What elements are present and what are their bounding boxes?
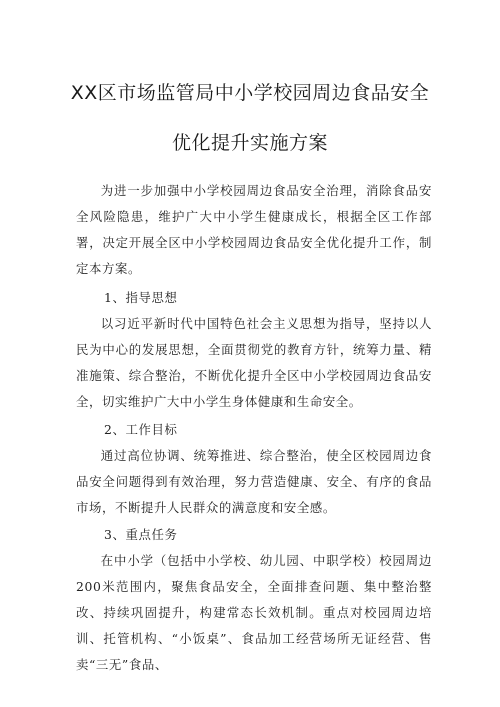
- section-heading-guiding-ideology: 1、指导思想: [104, 290, 178, 305]
- document-title-line-2: 优化提升实施方案: [171, 132, 328, 154]
- section-body-guiding-ideology: 以习近平新时代中国特色社会主义思想为指导，坚持以人民为中心的发展思想，全面贯彻党的教育方针，统筹力量、精准施策、综合整治，不断优化提升全区中小学校园周边食品安全，切实维护广大中小学生身体健康和生命安全。: [76, 316, 432, 409]
- section-body-key-tasks: 在中小学（包括中小学校、幼儿园、中职学校）校园周边200米范围内，聚焦食品安全，全面排查问题、集中整治整改、持续巩固提升，构建常态长效机制。重点对校园周边培训、托管机构、“小饭桌”、食品加工经营场所无证经营、售卖“三无”食品、: [76, 553, 432, 672]
- document-title-line-1: XX区市场监管局中小学校园周边食品安全: [70, 82, 430, 104]
- section-heading-work-goals: 2、工作目标: [104, 422, 178, 437]
- section-heading-key-tasks: 3、重点任务: [104, 527, 178, 542]
- intro-paragraph: 为进一步加强中小学校园周边食品安全治理，消除食品安全风险隐患，维护广大中小学生健康成长，根据全区工作部署，决定开展全区中小学校园周边食品安全优化提升工作，制定本方案。: [76, 183, 432, 276]
- section-body-work-goals: 通过高位协调、统筹推进、综合整治，使全区校园周边食品安全问题得到有效治理，努力营造健康、安全、有序的食品市场，不断提升人民群众的满意度和安全感。: [76, 448, 432, 515]
